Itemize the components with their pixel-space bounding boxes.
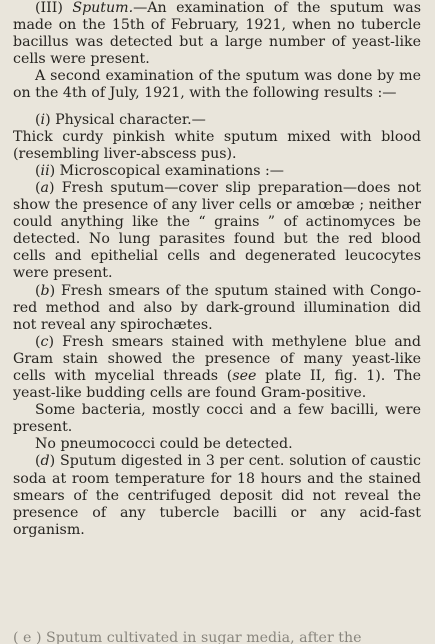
text-run: ( (35, 162, 41, 179)
paragraph (13, 68, 421, 102)
text-run: ( (35, 179, 41, 196)
italic-text: a (40, 179, 50, 196)
text-run: ( (35, 333, 41, 350)
paragraph (13, 180, 421, 283)
text-run: A second examination of the sputum was done by me on the 4th of July, 1921, with the following results :— (13, 68, 421, 102)
paragraph (13, 112, 421, 129)
text-run: ( (35, 453, 41, 470)
text-run: (III) (35, 0, 73, 16)
text-run: ) Physical character.— (45, 111, 206, 128)
italic-text: ii (40, 162, 50, 179)
text-run: No pneumococci could be detected. (35, 436, 293, 453)
cut-off-line: ( e ) Sputum cultivated in sugar media, after the (13, 630, 362, 644)
paragraph (13, 163, 421, 180)
text-run: —An examination of the sputum was made on the 15th of February, 1921, when no tubercle bacillus was detected but a large number of yeast-like cells were present. (13, 0, 421, 68)
italic-text: Sputum. (72, 0, 134, 16)
text-run: ) Fresh smears of the sputum stained with Congo-red method and also by dark-ground illumination did not reveal any spirochætes. (13, 282, 421, 333)
text-run: ( (35, 111, 41, 128)
italic-text: i (40, 111, 46, 128)
text-run: ) Fresh sputum—cover slip preparation—does not show the presence of any liver cells or amœbæ ; neither could anything like the “ grains ” of actinomyces be detected. No lung parasites found but the red blood cells and epithelial cells and degenerated leucocytes were present. (13, 179, 421, 282)
italic-text: d (40, 453, 50, 470)
italic-text: see (232, 367, 257, 384)
paragraph (13, 334, 421, 402)
paragraph (13, 402, 421, 436)
italic-text: b (40, 282, 50, 299)
text-run: ) Microscopical examinations :— (49, 162, 284, 179)
italic-text: c (40, 333, 49, 350)
text-run: plate II, fig. 1). The yeast-like budding cells are found Gram-positive. (13, 367, 421, 402)
paragraph (13, 436, 421, 453)
paragraph (13, 0, 421, 68)
text-run: ) Sputum digested in 3 per cent. solution of caustic soda at room temperature for 18 hours and the stained smears of the centrifuged deposit did not reveal the presence of any tubercle bacilli or any acid-fast organism. (13, 453, 421, 538)
text-run: Thick curdy pinkish white sputum mixed with blood (resembling liver-abscess pus). (13, 128, 421, 162)
paragraph (13, 129, 421, 163)
text-run: Some bacteria, mostly cocci and a few bacilli, were present. (13, 402, 421, 436)
paragraph (13, 453, 421, 538)
text-run: ( (35, 282, 41, 299)
paragraph (13, 283, 421, 334)
text-run: ) Fresh smears stained with methylene blue and Gram stain showed the presence of many yeast-like cells with mycelial threads ( (13, 333, 421, 384)
